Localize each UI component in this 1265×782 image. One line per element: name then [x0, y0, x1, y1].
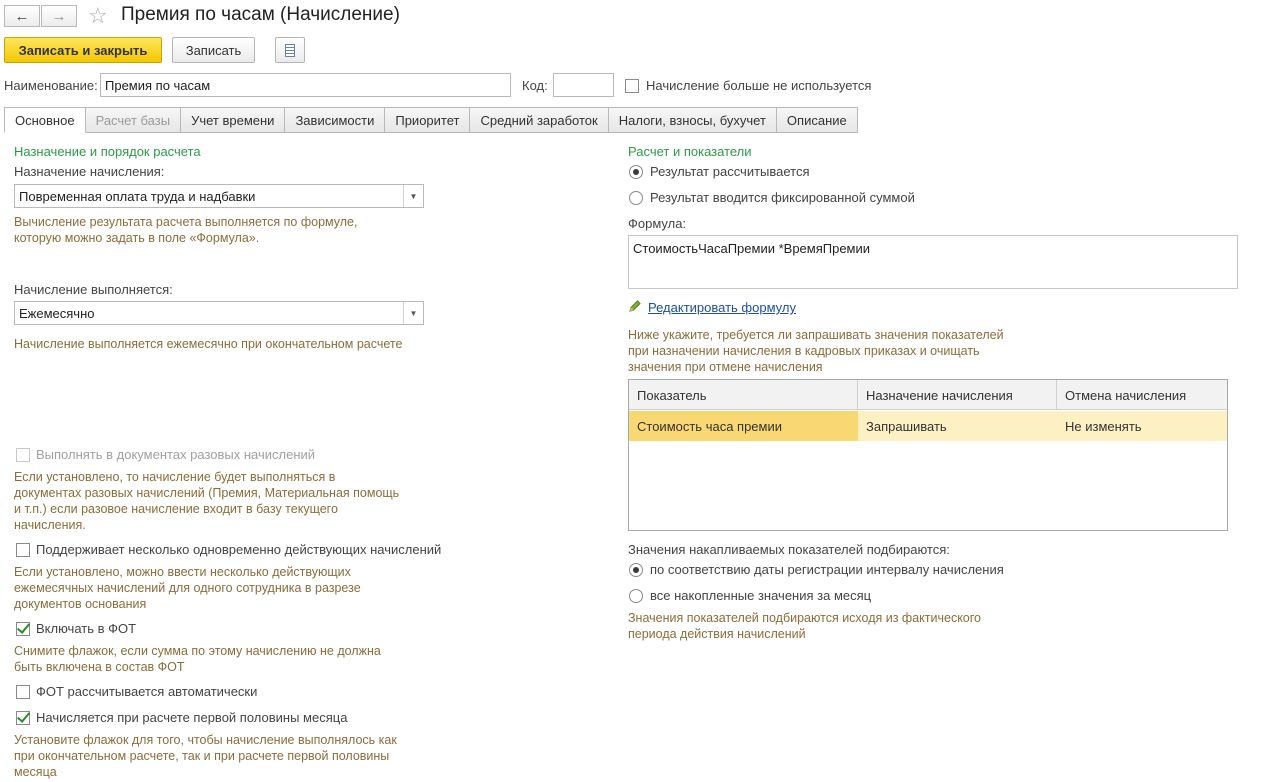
period-select[interactable] [14, 301, 424, 325]
tab-bar [4, 107, 858, 133]
result-fixed-label: Результат вводится фиксированной суммой [650, 190, 915, 205]
report-button[interactable] [275, 37, 305, 63]
onetime-hint-line: документах разовых начислений (Премия, Материальная помощь [14, 486, 400, 500]
half-month-checkbox[interactable] [16, 711, 30, 725]
onetime-checkbox[interactable] [16, 448, 30, 462]
table-header [629, 380, 1227, 410]
purpose-hint [14, 214, 357, 246]
indicators-table[interactable] [628, 379, 1228, 531]
tab-base-calc[interactable]: Расчет базы [86, 107, 182, 133]
result-calculated-label: Результат рассчитывается [650, 164, 810, 179]
forward-button[interactable] [41, 5, 77, 27]
indicators-hint-line: Ниже укажите, требуется ли запрашивать значения показателей [628, 328, 1004, 342]
purpose-section-title: Назначение и порядок расчета [14, 144, 201, 159]
formula-label: Формула: [628, 216, 687, 231]
tab-main[interactable]: Основное [4, 107, 86, 133]
period-label: Начисление выполняется: [14, 282, 173, 297]
name-field[interactable]: Премия по часам [100, 73, 511, 97]
tab-priority[interactable]: Приоритет [385, 107, 470, 133]
half-month-hint-line: при окончательном расчете, так и при расчете первой половины [14, 749, 390, 763]
calc-section-title: Расчет и показатели [628, 144, 752, 159]
purpose-hint-line: Вычисление результата расчета выполняется по формуле, [14, 215, 358, 229]
table-row[interactable] [629, 411, 1227, 441]
accum-month-label: все накопленные значения за месяц [650, 588, 872, 603]
cell-assignment[interactable]: Запрашивать [866, 418, 947, 434]
half-month-label: Начисляется при расчете первой половины месяца [36, 710, 348, 725]
multi-label: Поддерживает несколько одновременно действующих начислений [36, 542, 442, 557]
onetime-hint-line: Если установлено, то начисление будет выполняться в [14, 470, 336, 484]
unused-checkbox[interactable] [625, 79, 639, 93]
accum-label: Значения накапливаемых показателей подбираются: [628, 542, 950, 557]
chevron-down-icon[interactable]: ▼ [403, 185, 423, 207]
arrow-left-icon: ← [14, 7, 30, 25]
fot-label: Включать в ФОТ [36, 621, 137, 636]
formula-field[interactable]: СтоимостьЧасаПремии *ВремяПремии [628, 235, 1238, 289]
accum-interval-label: по соответствию даты регистрации интервалу начисления [650, 562, 1004, 577]
accum-hint-line: периода действия начислений [628, 627, 806, 641]
purpose-hint-line: которую можно задать в поле «Формула». [14, 231, 260, 245]
half-month-hint-line: Установите флажок для того, чтобы начисление выполнялось как [14, 733, 397, 747]
fot-hint-line: Снимите флажок, если сумма по этому начислению не должна [14, 644, 381, 658]
onetime-hint-line: начисления. [14, 518, 86, 532]
onetime-label: Выполнять в документах разовых начислений [36, 447, 316, 462]
tab-time-accounting[interactable]: Учет времени [181, 107, 285, 133]
document-list-icon [285, 44, 295, 57]
cell-cancel[interactable]: Не изменять [1065, 418, 1142, 434]
unused-label: Начисление больше не используется [646, 78, 872, 93]
column-header-cancel[interactable]: Отмена начисления [1065, 387, 1187, 403]
column-header-indicator[interactable]: Показатель [629, 380, 858, 410]
edit-formula-link[interactable]: Редактировать формулу [648, 300, 796, 315]
result-calculated-radio[interactable] [629, 165, 643, 179]
onetime-hint-line: и т.п.) если разовое начисление входит в базу текущего [14, 502, 338, 516]
cell-indicator[interactable]: Стоимость часа премии [629, 411, 858, 441]
tab-taxes[interactable]: Налоги, взносы, бухучет [609, 107, 777, 133]
code-label: Код: [522, 78, 548, 93]
indicators-hint-line: значения при отмене начисления [628, 360, 823, 374]
chevron-down-icon[interactable]: ▼ [403, 302, 423, 324]
save-and-close-button[interactable]: Записать и закрыть [4, 37, 162, 63]
accum-month-radio[interactable] [629, 589, 643, 603]
tab-average-earnings[interactable]: Средний заработок [470, 107, 608, 133]
half-month-hint-line: месяца [14, 765, 57, 779]
window-title: Премия по часам (Начисление) [121, 4, 400, 25]
multi-hint-line: Если установлено, можно ввести несколько действующих [14, 565, 351, 579]
multi-checkbox[interactable] [16, 543, 30, 557]
code-field[interactable] [553, 73, 614, 97]
period-select-value: Ежемесячно [19, 305, 95, 321]
accum-hint [628, 610, 981, 642]
accum-hint-line: Значения показателей подбираются исходя из фактического [628, 611, 981, 625]
pencil-icon [628, 299, 642, 313]
fot-checkbox[interactable] [16, 622, 30, 636]
tab-dependencies[interactable]: Зависимости [285, 107, 385, 133]
fot-auto-label: ФОТ рассчитывается автоматически [36, 684, 258, 699]
accum-interval-radio[interactable] [629, 563, 643, 577]
fot-hint [14, 643, 381, 675]
fot-auto-checkbox[interactable] [16, 685, 30, 699]
arrow-right-icon: → [51, 7, 67, 25]
multi-hint-line: документов основания [14, 597, 147, 611]
purpose-label: Назначение начисления: [14, 164, 165, 179]
indicators-hint-line: при назначении начисления в кадровых приказах и очищать [628, 344, 980, 358]
purpose-select[interactable] [14, 184, 424, 208]
onetime-hint [14, 469, 399, 533]
multi-hint [14, 564, 361, 612]
save-button[interactable]: Записать [172, 37, 255, 63]
star-icon[interactable]: ☆ [88, 3, 108, 28]
purpose-select-value: Повременная оплата труда и надбавки [19, 188, 256, 204]
column-header-assignment[interactable]: Назначение начисления [858, 380, 1057, 410]
fot-hint-line: быть включена в состав ФОТ [14, 660, 185, 674]
multi-hint-line: ежемесячных начислений для одного сотрудника в разрезе [14, 581, 361, 595]
period-hint: Начисление выполняется ежемесячно при окончательном расчете [14, 337, 403, 351]
half-month-hint [14, 732, 397, 780]
name-label: Наименование: [4, 78, 98, 93]
result-fixed-radio[interactable] [629, 191, 643, 205]
indicators-hint [628, 327, 1004, 375]
back-button[interactable] [4, 5, 40, 27]
tab-description[interactable]: Описание [777, 107, 858, 133]
